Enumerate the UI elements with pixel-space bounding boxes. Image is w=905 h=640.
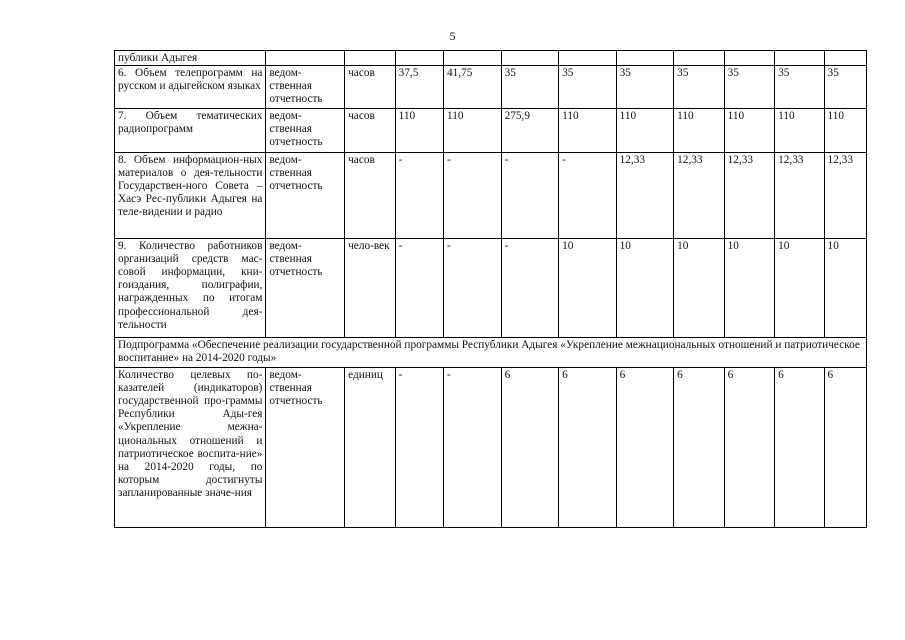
indicator-cell: Количество целевых по-казателей (индикаторов) государственной про-граммы Республики Ады-гея «Укрепление межна-циональных отношений и патриотическое воспита-ние» на 2014-2020 годы, по которым достигнуты запланированные значе-ния	[115, 368, 266, 528]
source-cell: ведом-ственная отчетность	[266, 153, 345, 239]
value-cell: 6	[559, 368, 617, 528]
value-cell: 110	[559, 109, 617, 153]
value-cell: 6	[824, 368, 866, 528]
table-row	[115, 51, 867, 66]
source-cell: ведом-ственная отчетность	[266, 66, 345, 109]
value-cell: 37,5	[395, 66, 443, 109]
indicator-cell: 8. Объем информацион-ных материалов о дея-тельности Государствен-ного Совета – Хасэ Рес-публики Адыгея на теле-видении и радио	[115, 153, 266, 239]
value-cell: -	[559, 153, 617, 239]
value-cell: 12,33	[824, 153, 866, 239]
value-cell: -	[395, 368, 443, 528]
value-cell: 6	[775, 368, 824, 528]
unit-cell	[345, 51, 395, 66]
value-cell: -	[501, 153, 559, 239]
indicator-cell: 7. Объем тематических радиопрограмм	[115, 109, 266, 153]
value-cell: -	[395, 153, 443, 239]
value-cell: 12,33	[674, 153, 724, 239]
value-cell	[724, 51, 774, 66]
value-cell	[395, 51, 443, 66]
value-cell: 275,9	[501, 109, 559, 153]
unit-cell: чело-век	[345, 239, 395, 338]
indicators-table	[114, 50, 867, 528]
value-cell: -	[444, 153, 502, 239]
value-cell: 6	[616, 368, 674, 528]
value-cell: 35	[674, 66, 724, 109]
source-cell	[266, 51, 345, 66]
source-cell: ведом-ственная отчетность	[266, 368, 345, 528]
value-cell: 35	[501, 66, 559, 109]
table-body	[115, 51, 867, 528]
value-cell: 35	[775, 66, 824, 109]
page-number: 5	[449, 29, 456, 43]
value-cell: 35	[824, 66, 866, 109]
value-cell	[616, 51, 674, 66]
table-row	[115, 109, 867, 153]
value-cell: 12,33	[724, 153, 774, 239]
value-cell: 110	[616, 109, 674, 153]
value-cell: 6	[674, 368, 724, 528]
value-cell: 10	[674, 239, 724, 338]
value-cell: 10	[559, 239, 617, 338]
value-cell: 110	[674, 109, 724, 153]
value-cell: -	[444, 368, 502, 528]
table-row	[115, 368, 867, 528]
value-cell: 10	[775, 239, 824, 338]
value-cell	[444, 51, 502, 66]
value-cell: 110	[724, 109, 774, 153]
value-cell: 35	[559, 66, 617, 109]
table-row	[115, 153, 867, 239]
value-cell: -	[444, 239, 502, 338]
source-cell: ведом-ственная отчетность	[266, 239, 345, 338]
value-cell: 12,33	[616, 153, 674, 239]
value-cell: 6	[501, 368, 559, 528]
source-cell: ведом-ственная отчетность	[266, 109, 345, 153]
value-cell: 10	[616, 239, 674, 338]
unit-cell: единиц	[345, 368, 395, 528]
indicator-cell: 6. Объем телепрограмм на русском и адыгейском языках	[115, 66, 266, 109]
value-cell	[674, 51, 724, 66]
table-row	[115, 66, 867, 109]
value-cell: 110	[444, 109, 502, 153]
value-cell: 110	[775, 109, 824, 153]
value-cell: 10	[824, 239, 866, 338]
value-cell	[824, 51, 866, 66]
table-row	[115, 239, 867, 338]
value-cell: 41,75	[444, 66, 502, 109]
value-cell: 6	[724, 368, 774, 528]
value-cell: 35	[724, 66, 774, 109]
value-cell	[501, 51, 559, 66]
value-cell: 10	[724, 239, 774, 338]
value-cell: -	[501, 239, 559, 338]
unit-cell: часов	[345, 153, 395, 239]
indicator-cell: публики Адыгея	[115, 51, 266, 66]
subprogram-row	[115, 338, 867, 368]
value-cell: 35	[616, 66, 674, 109]
indicator-cell: 9. Количество работников организаций средств мас-совой информации, кни-гоиздания, полиграфии, награжденных по итогам профессиональной дея-тельности	[115, 239, 266, 338]
value-cell: 12,33	[775, 153, 824, 239]
value-cell: 110	[395, 109, 443, 153]
unit-cell: часов	[345, 66, 395, 109]
unit-cell: часов	[345, 109, 395, 153]
value-cell: -	[395, 239, 443, 338]
subprogram-title: Подпрограмма «Обеспечение реализации государственной программы Республики Адыгея «Укрепление межнациональных отношений и патриотическое воспитание» на 2014-2020 годы»	[115, 338, 867, 368]
value-cell	[775, 51, 824, 66]
value-cell	[559, 51, 617, 66]
value-cell: 110	[824, 109, 866, 153]
